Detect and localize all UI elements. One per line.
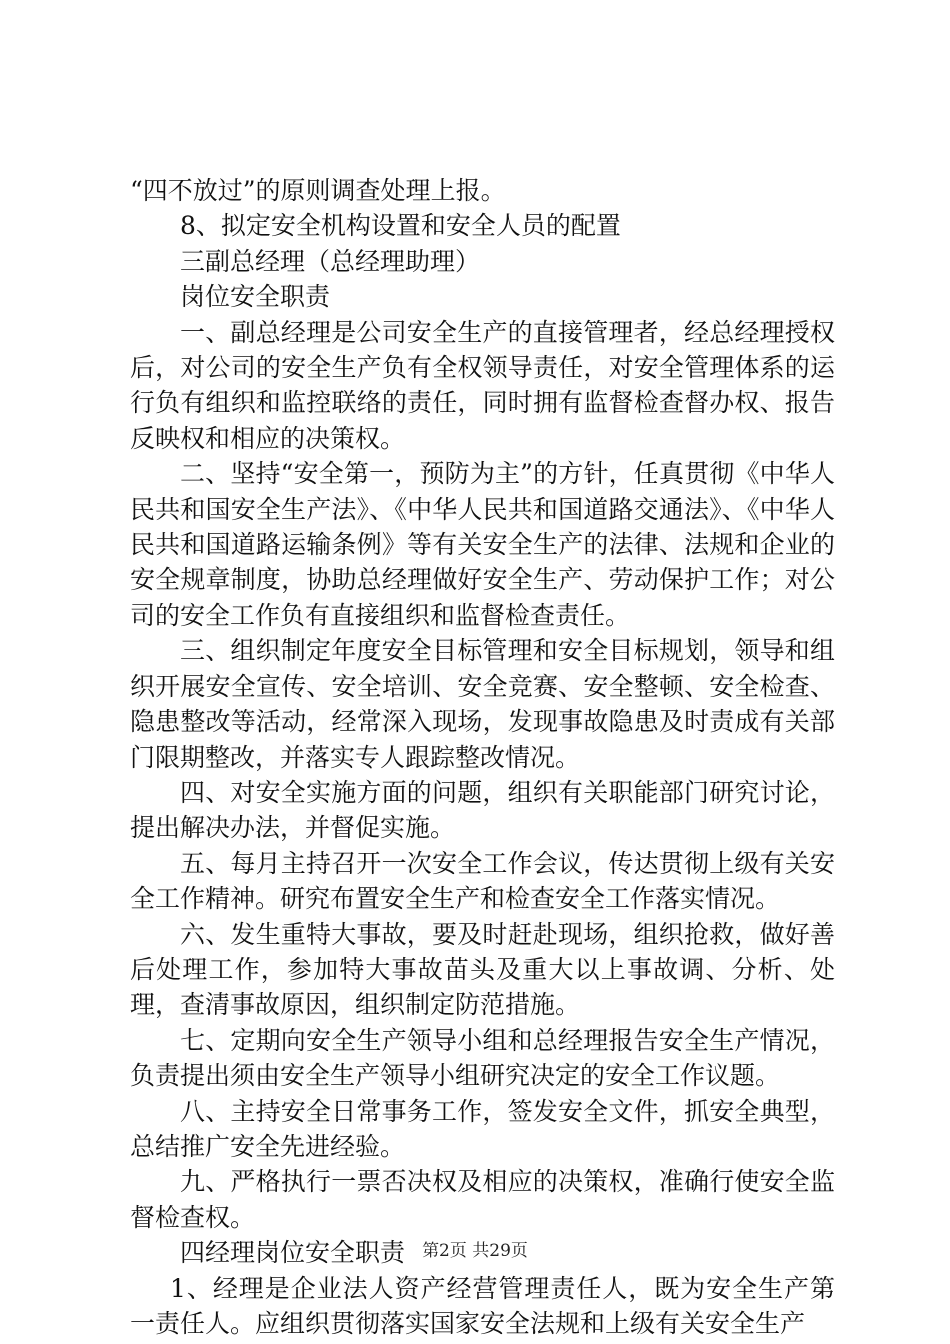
paragraph-duty-5: 五、每月主持召开一次安全工作会议，传达贯彻上级有关安全工作精神。研究布置安全生产和检查安全工作落实情况。: [130, 848, 835, 914]
paragraph-duty-4: 四、对安全实施方面的问题，组织有关职能部门研究讨论，提出解决办法，并督促实施。: [130, 777, 835, 843]
document-body: [130, 173, 835, 1341]
paragraph-duty-3: 三、组织制定年度安全目标管理和安全目标规划，领导和组织开展安全宣传、安全培训、安全竞赛、安全整顿、安全检查、隐患整改等活动，经常深入现场，发现事故隐患及时责成有关部门限期整改，并落实专人跟踪整改情况。: [130, 636, 835, 772]
paragraph-manager-duty-1: 1、经理是企业法人资产经营管理责任人，既为安全生产第一责任人。应组织贯彻落实国家安全法规和上级有关安全生产: [130, 1273, 835, 1338]
paragraph-duty-9: 九、严格执行一票否决权及相应的决策权，准确行使安全监督检查权。: [130, 1167, 835, 1232]
paragraph-continuation: “四不放过”的原则调查处理上报。: [130, 176, 506, 205]
section-heading-vice-general-manager: 三副总经理（总经理助理）: [180, 246, 481, 276]
paragraph-duty-1: 一、副总经理是公司安全生产的直接管理者，经总经理授权后，对公司的安全生产负有全权领导责任，对安全管理体系的运行负有组织和监控联络的责任，同时拥有监督检查督办权、报告反映权和相应的决策权。: [130, 317, 835, 453]
page-footer: 第2页 共29页: [422, 1241, 528, 1261]
paragraph-duty-2: 二、坚持“安全第一，预防为主”的方针，任真贯彻《中华人民共和国安全生产法》、《中华人民共和国道路交通法》、《中华人民共和国道路运输条例》等有关安全生产的法律、法规和企业的安全规章制度，协助总经理做好安全生产、劳动保护工作；对公司的安全工作负有直接组织和监督检查责任。: [130, 459, 835, 630]
paragraph-duty-8: 八、主持安全日常事务工作，签发安全文件，抓安全典型，总结推广安全先进经验。: [130, 1096, 835, 1161]
paragraph-duty-6: 六、发生重特大事故，要及时赶赴现场，组织抢救，做好善后处理工作，参加特大事故苗头及重大以上事故调、分析、处理，查清事故原因，组织制定防范措施。: [130, 919, 835, 1020]
section-subheading-duties: 岗位安全职责: [180, 282, 331, 312]
paragraph-duty-7: 七、定期向安全生产领导小组和总经理报告安全生产情况，负责提出须由安全生产领导小组研究决定的安全工作议题。: [130, 1025, 835, 1091]
paragraph-item-8: 8、拟定安全机构设置和安全人员的配置: [180, 211, 621, 241]
section-heading-manager-duties: 四经理岗位安全职责: [180, 1238, 406, 1268]
